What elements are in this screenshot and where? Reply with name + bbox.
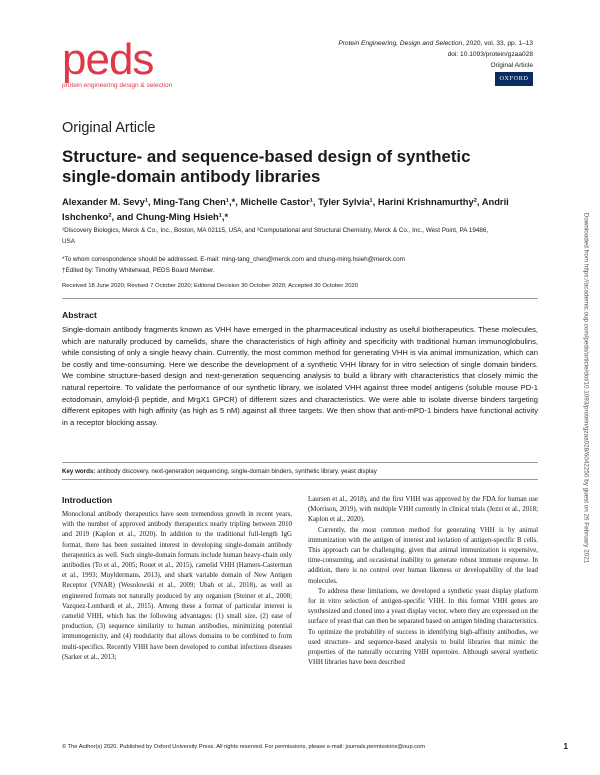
correspondence-block	[62, 255, 492, 276]
edited-by: †Edited by: Timothy Whitehead, PEDS Board Member.	[62, 266, 215, 274]
page-number: 1	[563, 742, 568, 751]
keywords-label: Key words:	[62, 468, 96, 475]
journal-logo	[62, 35, 173, 89]
body-column-right	[308, 495, 538, 668]
divider	[62, 462, 538, 463]
journal-info	[338, 38, 533, 71]
logo-wordmark: peds	[62, 35, 154, 84]
keywords-text: antibody discovery, next-generation sequencing, single-domain binders, synthetic library, yeast display	[97, 468, 377, 475]
abstract-heading: Abstract	[62, 310, 97, 320]
body-paragraph: Currently, the most common method for generating VHH is by animal immunization with the antigen of interest and isolation of antigen-specific B cells. This approach can be challenging, given that animal immunization is expensive, time-consuming, and occasional inability to generate robust immune response. In addition, there is no control over human likeness or developability of the lead molecules.	[308, 526, 538, 585]
introduction-heading: Introduction	[62, 495, 113, 505]
journal-details: , 2020, vol. 33, pp. 1–13	[462, 40, 533, 47]
download-watermark: Downloaded from https://academic.oup.com/peds/article/doi/10.1093/protein/gzaa028/6042250 by guest on 26 February 2021	[582, 212, 590, 564]
body-paragraph: Monoclonal antibody therapeutics have seen tremendous growth in recent years, with the number of approved antibody therapeutics nearly tripling between 2010 and 2019 (Kaplon et al., 2020). In addition to the traditional full-length IgG format, there has been sustained interest in developing single-domain antibody therapeutics as well. Such single-domain formats include human heavy-chain only antibodies (To et al., 2005; Rouet et al., 2015), camelid VHH (Hamers-Casterman et al., 1993; Muyldermans, 2013), and shark variable domain of New Antigen Receptor (VNAR) (Wesolowski et al., 2009; Ubah et al., 2018), as well as engineered formats not naturally produced by any organism (Steiner et al., 2008; Vazquez-Lombardi et al., 2015). Among these a format of particular interest is camelid VHH, which has the following advantages: (1) small size, (2) ease of production, (3) sequence similarity to human antibodies, minimizing potential immunogenicity, and (4) modularity that allows domains to be combined to form multi-specifics. Recently VHH have been developed to combat infectious diseases (Sarker et al., 2013;	[62, 511, 292, 661]
copyright-footer: © The Author(s) 2020. Published by Oxford University Press. All rights reserved. For permissions, please e-mail: journals.permissions@oup.com	[62, 744, 425, 750]
section-label: Original Article	[62, 120, 156, 136]
article-type: Original Article	[490, 62, 533, 69]
journal-citation	[338, 38, 533, 49]
body-paragraph: Laursen et al., 2018), and the first VHH was approved by the FDA for human use (Morrison, 2019), with multiple VHH currently in clinical trials (Jezzi et al., 2018; Kaplon et al., 2020).	[308, 496, 538, 524]
body-column-left	[62, 495, 292, 663]
affiliations: ¹Discovery Biologics, Merck & Co., Inc., Boston, MA 02115, USA, and ²Computational and Structural Chemistry, Merck & Co., Inc., West Point, PA 19486, USA	[62, 227, 489, 245]
logo-tagline: protein engineering design & selection	[62, 82, 173, 89]
body-paragraph: To address these limitations, we developed a synthetic yeast display platform for in vitro selection of antigen-specific VHH. In this format VHH genes are synthesized and cloned into a yeast display vector, where they are expressed on the surface of yeast that can then be separated based on antigen binding characteristics. To optimize the probability of success in identifying high-affinity antibodies, we used structure- and sequence-based analysis to build libraries that mimic the properties of the naturally occurring VHH repertoire. Although several synthetic VHH libraries have been described	[308, 587, 538, 667]
doi[interactable]: doi: 10.1093/protein/gzaa028	[447, 51, 533, 58]
divider	[62, 298, 538, 299]
abstract-text: Single-domain antibody fragments known as VHH have emerged in the pharmaceutical industry as useful biotherapeutics. These molecules, which are naturally produced by camelids, share the characteristics of high affinity and specificity with traditional human immunoglobulins, while consisting of only a single heavy chain. Currently, the most common method for generating VHH is via animal immunization, which can be costly and time-consuming. Here we describe the development of a synthetic VHH library for in vitro selection of single domain binders. We combine structure-based design and next-generation sequencing analysis to build a library with characteristics that closely mimic the natural repertoire. To validate the performance of our synthetic library, we isolated VHH against three model antigens (soluble mouse PD-1 ectodomain, amyloid-β peptide, and MrgX1 GPCR) of different sizes and characteristics. We were able to isolate diverse binders targeting different epitopes with high affinity (as high as 5 nM) against all three targets. We then show that anti-mPD-1 binders have functional activity in a receptor blocking assay.	[62, 325, 538, 427]
journal-name: Protein Engineering, Design and Selection	[338, 40, 463, 47]
article-dates: Received 18 June 2020; Revised 7 October 2020; Editorial Decision 30 October 2020; Accepted 30 October 2020	[62, 283, 359, 289]
keywords	[62, 468, 538, 475]
article-title: Structure- and sequence-based design of synthetic single-domain antibody libraries	[62, 147, 471, 186]
author-list: Alexander M. Sevy¹, Ming-Tang Chen¹,*, Michelle Castor¹, Tyler Sylvia¹, Harini Krishnamurthy², Andrii Ishchenko², and Chung-Ming Hsieh¹,*	[62, 196, 509, 222]
correspondence: *To whom correspondence should be addressed. E-mail: ming-tang_chen@merck.com and chung-ming.hsieh@merck.com	[62, 256, 405, 263]
divider	[62, 479, 538, 480]
publisher-logo: OXFORD	[495, 72, 533, 86]
